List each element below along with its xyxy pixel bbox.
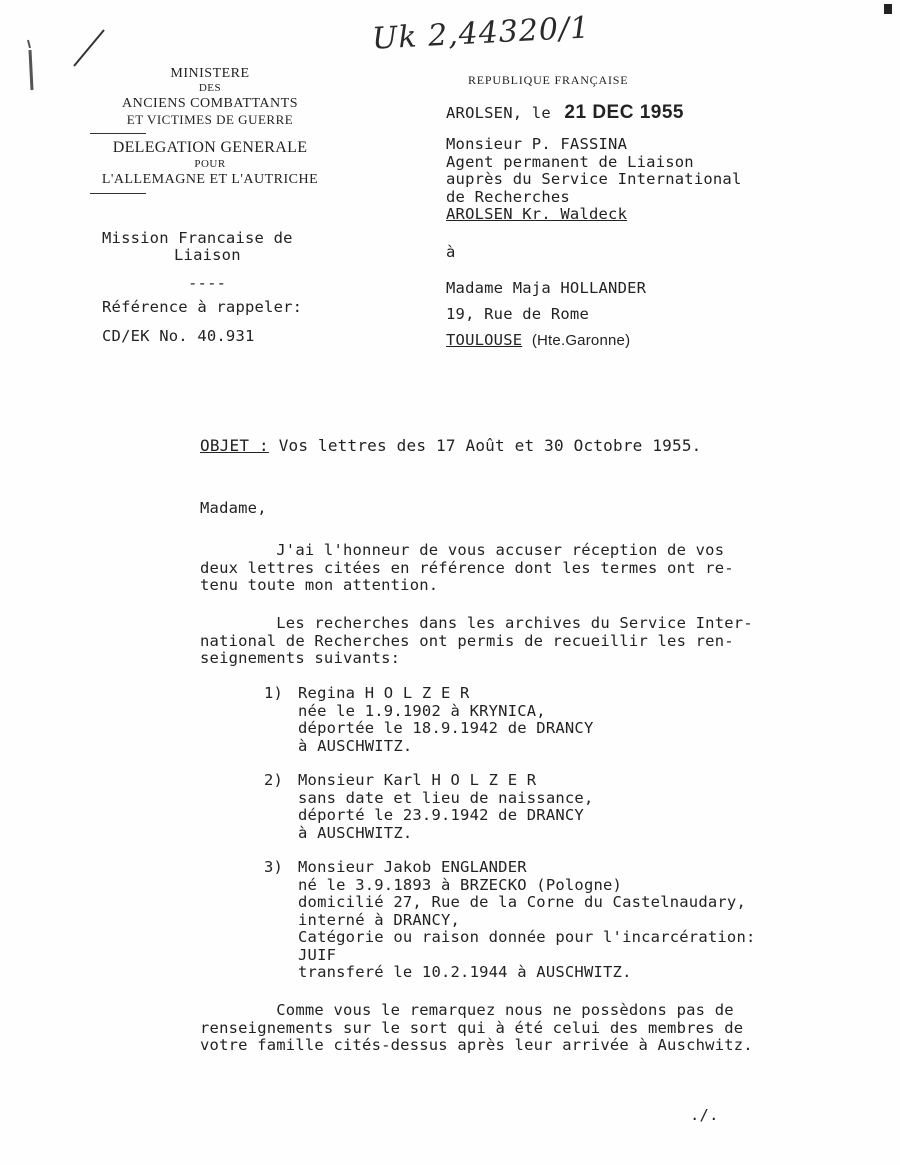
item-number: 3) bbox=[264, 858, 284, 876]
item-line: JUIF bbox=[298, 945, 337, 964]
continuation-mark: ./. bbox=[690, 1106, 719, 1124]
object-line bbox=[200, 437, 702, 455]
recipient-prefix: à bbox=[446, 243, 456, 261]
paragraph-line: votre famille cités-dessus après leur arrivée à Auschwitz. bbox=[200, 1036, 753, 1054]
sender-line-1: Monsieur P. FASSINA bbox=[446, 135, 628, 153]
item-line: à AUSCHWITZ. bbox=[298, 736, 413, 755]
reference-value: CD/EK No. 40.931 bbox=[102, 327, 255, 345]
sender-line-5: AROLSEN Kr. Waldeck bbox=[446, 205, 628, 223]
paragraph-line: Les recherches dans les archives du Service Inter- bbox=[200, 614, 753, 632]
handwritten-reference: Uk 2,44320/1 bbox=[371, 10, 592, 57]
list-item bbox=[264, 772, 594, 842]
date-stamp: 21 DEC 1955 bbox=[564, 102, 684, 123]
item-line: Monsieur Karl H O L Z E R bbox=[298, 771, 537, 789]
sender-line-2: Agent permanent de Liaison bbox=[446, 152, 694, 171]
item-line: Monsieur Jakob ENGLANDER bbox=[298, 858, 527, 876]
delegation-line-1: DELEGATION GENERALE bbox=[112, 139, 308, 156]
item-line: déporté le 23.9.1942 de DRANCY bbox=[298, 806, 584, 824]
sender-line-4: de Recherches bbox=[446, 187, 570, 206]
paragraph-3 bbox=[200, 1002, 753, 1055]
item-line: à AUSCHWITZ. bbox=[298, 823, 413, 842]
corner-mark bbox=[884, 4, 892, 14]
ministry-line-3: ANCIENS COMBATTANTS bbox=[121, 96, 298, 111]
item-line: Regina H O L Z E R bbox=[298, 684, 470, 702]
paragraph-line: seignements suivants: bbox=[200, 649, 401, 667]
recipient-line-3 bbox=[446, 327, 646, 354]
item-line: transferé le 10.2.1944 à AUSCHWITZ. bbox=[298, 963, 632, 981]
recipient-line-2: 19, Rue de Rome bbox=[446, 305, 589, 323]
divider-rule bbox=[90, 133, 146, 134]
recipient-line-1: Madame Maja HOLLANDER bbox=[446, 279, 647, 297]
salutation: Madame, bbox=[200, 499, 267, 517]
paragraph-line: J'ai l'honneur de vous accuser réception de vos bbox=[200, 541, 725, 559]
paragraph-line: deux lettres citées en référence dont les termes ont re- bbox=[200, 558, 734, 577]
item-number: 1) bbox=[264, 684, 284, 702]
ministry-line-2: DES bbox=[198, 82, 222, 94]
item-line: née le 1.9.1902 à KRYNICA, bbox=[298, 701, 546, 720]
recipient-city: TOULOUSE bbox=[446, 331, 523, 349]
item-line: né le 3.9.1893 à BRZECKO (Pologne) bbox=[298, 875, 623, 894]
paragraph-line: national de Recherches ont permis de recueillir les ren- bbox=[200, 631, 734, 650]
divider-rule bbox=[90, 193, 146, 194]
item-line: sans date et lieu de naissance, bbox=[298, 788, 594, 807]
recipient-block bbox=[446, 275, 646, 354]
mission-dashes: ---- bbox=[188, 274, 227, 292]
delegation-line-3: L'ALLEMAGNE ET L'AUTRICHE bbox=[101, 172, 319, 187]
sender-block bbox=[446, 136, 742, 224]
paragraph-1 bbox=[200, 542, 734, 595]
item-line: domicilié 27, Rue de la Corne du Castelnaudary, bbox=[298, 893, 746, 911]
item-line: interné à DRANCY, bbox=[298, 910, 461, 929]
ministry-letterhead bbox=[90, 66, 330, 194]
list-item bbox=[264, 859, 756, 982]
ministry-line-4: ET VICTIMES DE GUERRE bbox=[126, 112, 294, 127]
delegation-line-2: POUR bbox=[194, 158, 226, 170]
place-date bbox=[446, 104, 684, 123]
list-item bbox=[264, 685, 594, 755]
recipient-department: (Hte.Garonne) bbox=[531, 332, 631, 349]
mission-line-1: Mission Francaise de bbox=[102, 229, 293, 247]
object-label: OBJET : bbox=[200, 436, 269, 455]
item-number: 2) bbox=[264, 771, 284, 789]
item-line: déportée le 18.9.1942 de DRANCY bbox=[298, 719, 594, 737]
republic-heading: REPUBLIQUE FRANÇAISE bbox=[468, 73, 629, 87]
mission-line-2: Liaison bbox=[174, 246, 241, 264]
object-text: Vos lettres des 17 Août et 30 Octobre 1955. bbox=[278, 436, 702, 455]
paragraph-line: tenu toute mon attention. bbox=[200, 576, 439, 594]
paragraph-line: renseignements sur le sort qui à été celui des membres de bbox=[200, 1018, 744, 1037]
paragraph-2 bbox=[200, 615, 753, 668]
sender-line-3: auprès du Service International bbox=[446, 170, 742, 188]
item-line: Catégorie ou raison donnée pour l'incarcération: bbox=[298, 928, 756, 946]
place-label: AROLSEN, le bbox=[446, 104, 551, 122]
paragraph-line: Comme vous le remarquez nous ne possèdons pas de bbox=[200, 1001, 734, 1019]
reference-label: Référence à rappeler: bbox=[102, 298, 303, 316]
ministry-line-1: MINISTERE bbox=[170, 66, 250, 81]
